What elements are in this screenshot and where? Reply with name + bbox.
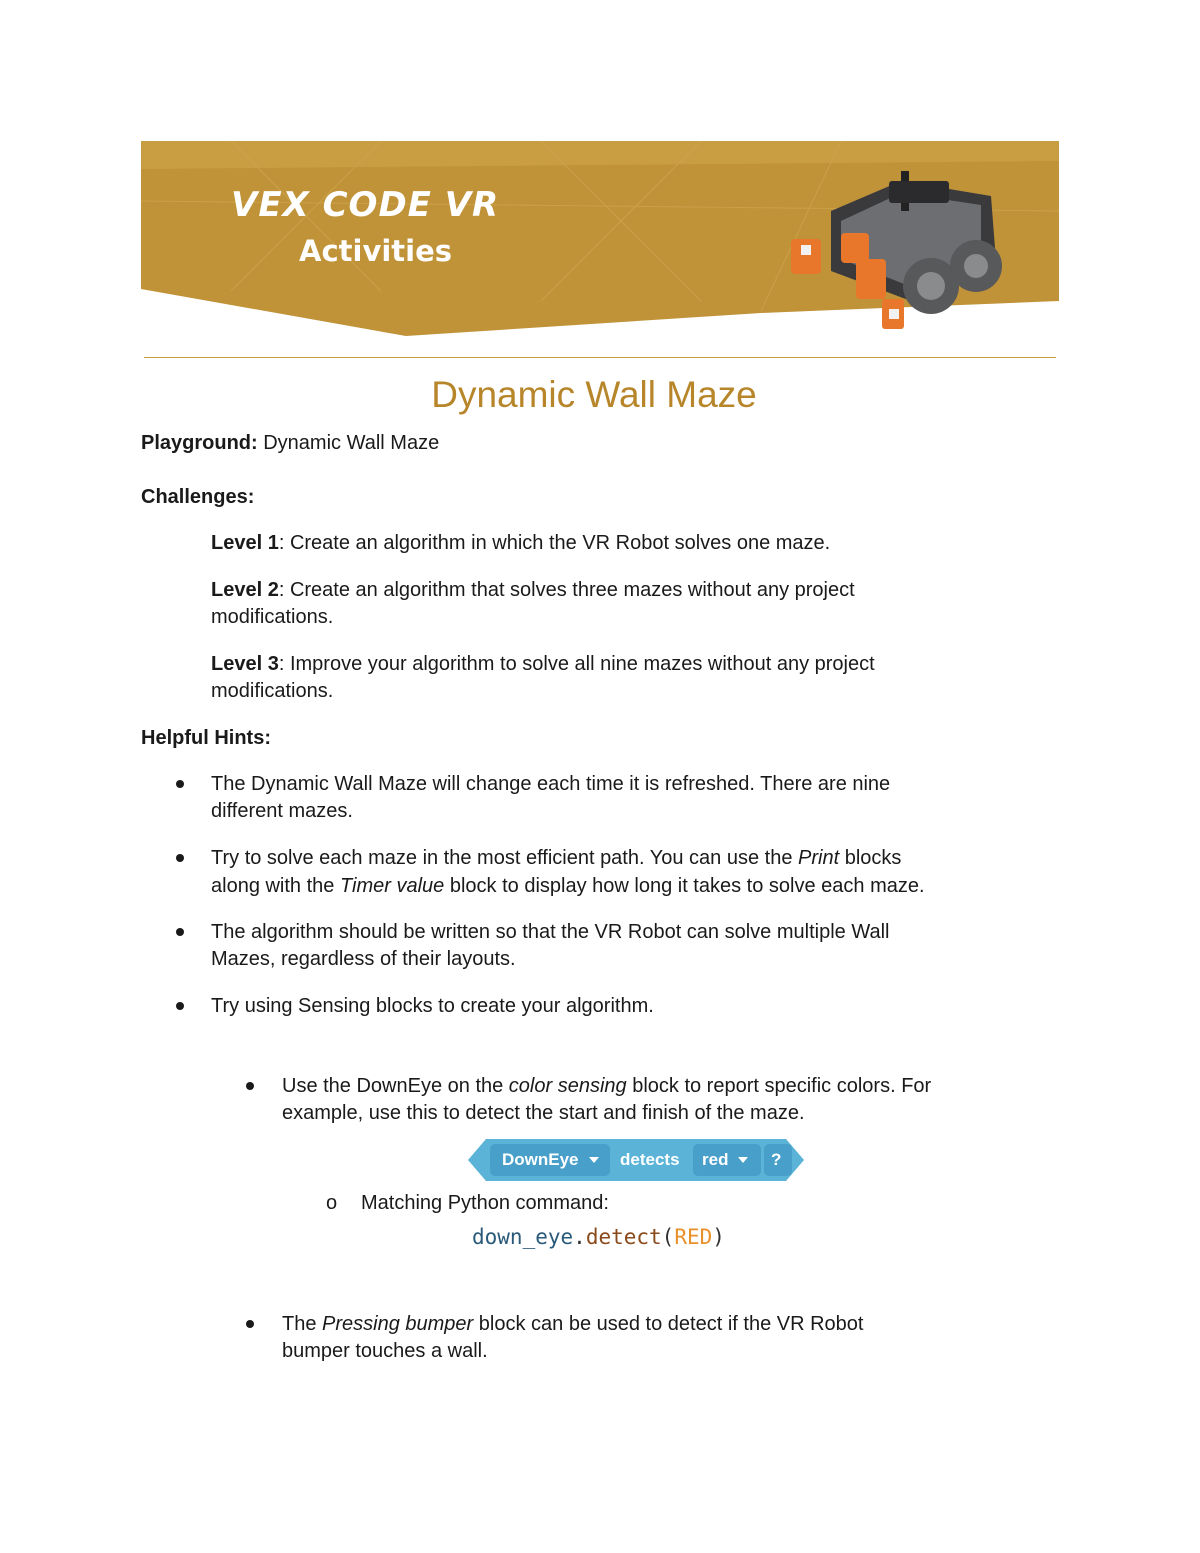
hints-heading <box>141 725 271 752</box>
bullet-icon <box>176 780 184 788</box>
level-label: Level 2 <box>211 579 279 601</box>
level-text: : Create an algorithm that solves three mazes without any project <box>278 579 855 601</box>
hint-text: block to display how long it takes to solve each maze. <box>444 875 925 897</box>
hint-3: The algorithm should be written so that the VR Robot can solve multiple Wall <box>211 921 890 943</box>
bullet-icon <box>246 1320 254 1328</box>
level-label: Level 3 <box>211 653 279 675</box>
sub-hint-2 <box>282 1311 863 1338</box>
sub-hint-1 <box>282 1073 931 1100</box>
header-banner <box>141 141 1059 336</box>
level-3 <box>211 651 875 678</box>
hint-emphasis: Timer value <box>339 875 445 897</box>
sub-hint-2-cont: bumper touches a wall. <box>282 1340 488 1362</box>
block-color: red <box>702 1150 729 1169</box>
challenges-heading <box>141 484 254 511</box>
block-verb: detects <box>620 1150 680 1169</box>
bullet-icon <box>176 1002 184 1010</box>
hint-emphasis: color sensing <box>508 1075 627 1097</box>
hints-heading-text: Helpful Hints: <box>141 727 271 749</box>
bullet-icon <box>246 1082 254 1090</box>
code-argument: RED <box>674 1225 713 1249</box>
block-sensor: DownEye <box>502 1150 579 1169</box>
python-label: Matching Python command: <box>361 1192 609 1214</box>
hint-text: block to report specific colors. For <box>626 1075 932 1097</box>
level-text: : Create an algorithm in which the VR Robot solves one maze. <box>278 532 831 554</box>
hint-1: The Dynamic Wall Maze will change each time it is refreshed. There are nine <box>211 773 891 795</box>
banner-background <box>141 141 1059 336</box>
hint-emphasis: Print <box>798 847 840 869</box>
hint-2 <box>211 845 901 872</box>
hint-emphasis: Pressing bumper <box>322 1313 474 1335</box>
hint-text: along with the <box>211 875 340 897</box>
hint-4: Try using Sensing blocks to create your algorithm. <box>211 995 654 1017</box>
level-2 <box>211 577 855 604</box>
code-paren-close: ) <box>712 1225 725 1249</box>
level-label: Level 1 <box>211 532 279 554</box>
challenges-heading-text: Challenges: <box>141 486 255 508</box>
level-text: : Improve your algorithm to solve all nine mazes without any project <box>278 653 875 675</box>
hint-text: block can be used to detect if the VR Robot <box>473 1313 864 1335</box>
sub-hint-1-cont: example, use this to detect the start and finish of the maze. <box>282 1102 805 1124</box>
page-title: Dynamic Wall Maze <box>431 374 757 415</box>
hint-text: Try to solve each maze in the most efficient path. You can use the <box>211 847 799 869</box>
hint-2-cont <box>211 873 925 900</box>
level-1 <box>211 530 830 557</box>
color-sensing-block <box>468 1137 808 1188</box>
hint-1-cont: different mazes. <box>211 800 353 822</box>
playground-line <box>141 430 439 457</box>
bullet-icon <box>176 928 184 936</box>
playground-label: Playground: <box>141 432 258 454</box>
banner-subtitle: Activities <box>299 234 453 268</box>
hint-text: blocks <box>839 847 902 869</box>
code-paren-open: ( <box>661 1225 675 1249</box>
level-2-cont: modifications. <box>211 606 334 628</box>
code-object: down_eye <box>472 1225 574 1249</box>
level-3-cont: modifications. <box>211 680 334 702</box>
block-help: ? <box>771 1150 782 1169</box>
code-dot: . <box>573 1225 586 1249</box>
hint-3-cont: Mazes, regardless of their layouts. <box>211 948 516 970</box>
python-marker: o <box>326 1192 338 1214</box>
hint-text: Use the DownEye on the <box>282 1075 509 1097</box>
divider <box>144 357 1056 358</box>
python-command <box>472 1223 725 1251</box>
playground-value: Dynamic Wall Maze <box>263 432 440 454</box>
hint-text: The <box>282 1313 323 1335</box>
code-method: detect <box>585 1225 662 1249</box>
vexcode-logo: VEX CODE VR <box>231 185 500 225</box>
bullet-icon <box>176 854 184 862</box>
